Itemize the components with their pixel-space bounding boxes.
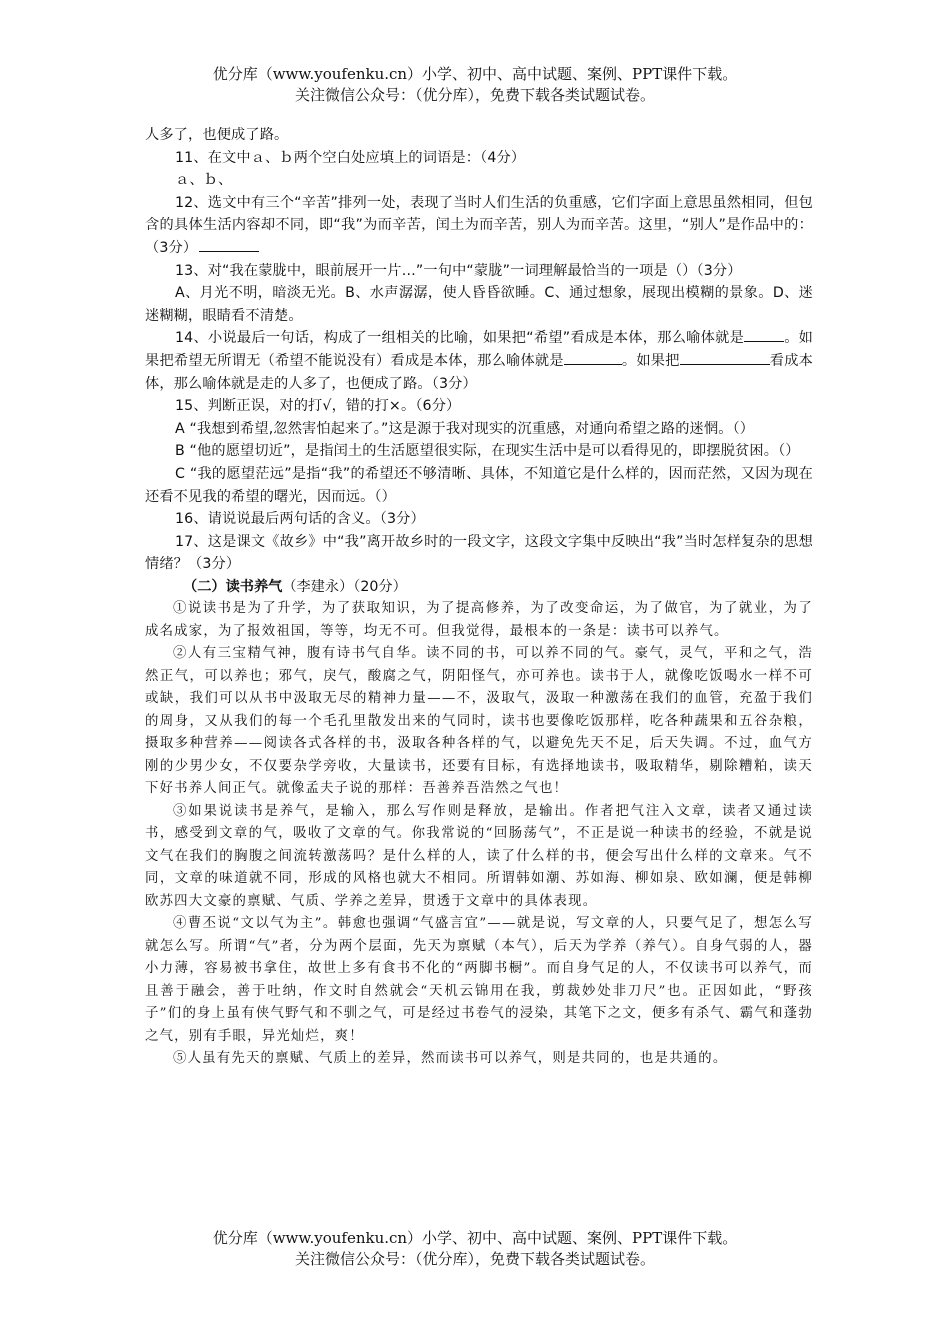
question-14-part-d: 看成本体，那么喻体就是走的人多了，也便成了路。（3分） xyxy=(145,352,813,392)
question-11: 11、在文中ａ、ｂ两个空白处应填上的词语是：（4分） xyxy=(175,149,526,166)
question-12 xyxy=(145,192,813,260)
article-paragraph-3: ③如果说读书是养气，是输入，那么写作则是释放，是输出。作者把气注入文章，读者又通过读书，感受到文章的气，吸收了文章的气。你我常说的“回肠荡气”，不正是说一种读书的经验，不就是说文气在我们的胸腹之间流转激荡吗？是什么样的人，读了什么样的书，便会写出什么样的文章来。气不同，文章的味道就不同，形成的风格也就大不相同。所谓韩如潮、苏如海、柳如泉、欧如澜，便是韩柳欧苏四大文豪的禀赋、气质、学养之差异，贯透于文章中的具体表现。 xyxy=(145,803,813,909)
footer-line-2: 关注微信公众号：（优分库），免费下载各类试题试卷。 xyxy=(294,1250,655,1268)
article-title: （二）读书养气 xyxy=(183,578,283,595)
question-12-text: 12、选文中有三个“辛苦”排列一处，表现了当时人们生活的负重感，它们字面上意思虽然相同，但包含的具体生活内容却不同，即“我”为而辛苦，闰土为而辛苦，别人为而辛苦。这里，“别人”是作品中的：（3分） xyxy=(145,194,813,256)
answer-blank[interactable] xyxy=(744,327,784,342)
question-17: 17、这是课文《故乡》中“我”离开故乡时的一段文字，这段文字集中反映出“我”当时怎样复杂的思想情绪？（3分） xyxy=(145,533,813,573)
article-paragraph-5: ⑤人虽有先天的禀赋、气质上的差异，然而读书可以养气，则是共同的，也是共通的。 xyxy=(173,1051,728,1067)
question-11-blanks: ａ、ｂ、 xyxy=(175,172,233,189)
question-15-item-b: B “他的愿望切近”，是指闰土的生活愿望很实际，在现实生活中是可以看得见的，即摆脱贫困。（） xyxy=(175,443,800,460)
section-title xyxy=(145,576,813,599)
page-header xyxy=(0,64,950,106)
question-13: 13、对“我在蒙胧中，眼前展开一片…”一句中“蒙胧”一词理解最恰当的一项是（）（3分） xyxy=(175,262,742,279)
answer-blank[interactable] xyxy=(680,350,770,365)
header-line-2: 关注微信公众号：（优分库），免费下载各类试题试卷。 xyxy=(294,86,655,104)
header-line-1: 优分库（www.youfenku.cn）小学、初中、高中试题、案例、PPT课件下载。 xyxy=(212,65,738,83)
question-15: 15、判断正误，对的打√，错的打×。（6分） xyxy=(175,398,461,415)
paragraph-continuation: 人多了，也便成了路。 xyxy=(145,127,289,143)
article-paragraph-2: ②人有三宝精气神，腹有诗书气自华。读不同的书，可以养不同的气。豪气，灵气，平和之气，浩然正气，可以养也；邪气，戾气，酸腐之气，阴阳怪气，亦可养也。读书于人，就像吃饭喝水一样不可或缺，我们可以从书中汲取无尽的精神力量——不，汲取气，汲取一种激荡在我们的血管，充盈于我们的周身，又从我们的每一个毛孔里散发出来的气同时，读书也要像吃饭那样，吃各种蔬果和五谷杂粮，摄取多种营养——阅读各式各样的书，汲取各种各样的气，以避免先天不足，后天失调。不过，血气方刚的少男少女，不仅要杂学旁收，大量读书，还要有目标，有选择地读书，吸取精华，剔除糟粕，读天下好书养人间正气。就像孟夫子说的那样：吾善养吾浩然之气也！ xyxy=(145,646,813,797)
answer-blank[interactable] xyxy=(564,350,622,365)
answer-blank[interactable] xyxy=(199,237,259,252)
article-author: （李建永）（20分） xyxy=(282,578,407,595)
page-footer xyxy=(0,1228,950,1270)
article-paragraph-1: ①说读书是为了升学，为了获取知识，为了提高修养，为了改变命运，为了做官，为了就业，为了成名成家，为了报效祖国，等等，均无不可。但我觉得，最根本的一条是：读书可以养气。 xyxy=(145,601,813,639)
question-15-item-c: C “我的愿望茫远”是指“我”的希望还不够清晰、具体，不知道它是什么样的，因而茫然，又因为现在还看不见我的希望的曙光，因而远。（） xyxy=(145,465,813,505)
question-14 xyxy=(145,327,813,395)
question-14-part-b: 。如果把希望无所谓无（希望不能说没有）看成是本体，那么喻体就是 xyxy=(145,330,813,369)
question-16: 16、请说说最后两句话的含义。（3分） xyxy=(175,511,425,528)
article-paragraph-4: ④曹丕说“文以气为主”。韩愈也强调“气盛言宜”——就是说，写文章的人，只要气足了，想怎么写就怎么写。所谓“气”者，分为两个层面，先天为禀赋（本气），后天为学养（养气）。自身气弱的人，器小力薄，容易被书拿住，故世上多有食书不化的“两脚书橱”。而自身气足的人，不仅读书可以养气，而且善于融会，善于吐纳，作文时自然就会“天机云锦用在我，剪裁妙处非刀尺”也。正因如此，“野孩子”们的身上虽有侠气野气和不驯之气，可是经过书卷气的浸染，其笔下之文，便多有杀气、霸气和蓬勃之气，别有手眼，异光灿烂，爽！ xyxy=(145,916,813,1044)
question-15-item-a: A “我想到希望,忽然害怕起来了。”这是源于我对现实的沉重感，对通向希望之路的迷惘。（） xyxy=(175,420,755,437)
document-body xyxy=(145,124,813,1071)
question-13-options: A、月光不明，暗淡无光。B、水声潺潺，使人昏昏欲睡。C、通过想象，展现出模糊的景象。D、迷迷糊糊，眼睛看不清楚。 xyxy=(145,285,813,324)
question-14-part-a: 14、小说最后一句话，构成了一组相关的比喻，如果把“希望”看成是本体，那么喻体就是 xyxy=(175,330,745,347)
question-14-part-c: 。如果把 xyxy=(621,352,680,369)
footer-line-1: 优分库（www.youfenku.cn）小学、初中、高中试题、案例、PPT课件下载。 xyxy=(212,1229,738,1247)
